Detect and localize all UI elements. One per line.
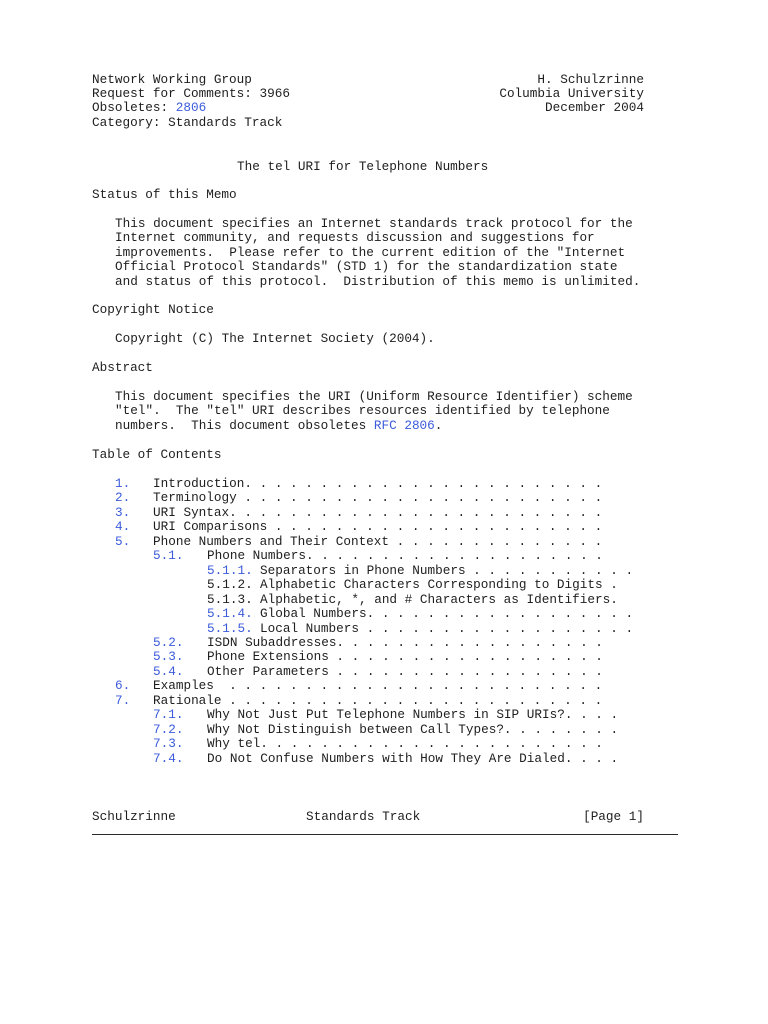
- toc-title: Alphabetic Characters Corresponding to Digits .: [260, 577, 618, 593]
- header-date: December 2004: [545, 100, 644, 115]
- toc-title: Rationale . . . . . . . . . . . . . . . . . . . . . . . . .: [153, 692, 603, 708]
- toc-number[interactable]: 7.3.: [153, 736, 184, 752]
- abstract-line-tail: .: [434, 418, 443, 433]
- toc-number[interactable]: 5.1.: [153, 548, 184, 564]
- toc-number[interactable]: 5.1.1.: [207, 562, 253, 578]
- toc-number[interactable]: 5.3.: [153, 649, 184, 665]
- copyright-heading: Copyright Notice: [92, 302, 214, 317]
- rfc-2806-link[interactable]: RFC 2806: [373, 418, 435, 433]
- status-line: improvements. Please refer to the current edition of the "Internet: [115, 245, 626, 260]
- toc-number[interactable]: 2.: [115, 490, 131, 506]
- header-group: Network Working Group: [92, 72, 252, 87]
- toc-title: Separators in Phone Numbers . . . . . . . . . . .: [260, 562, 634, 578]
- toc-title: Why Not Distinguish between Call Types?. . . . . . . .: [207, 721, 619, 737]
- abstract-line: [115, 419, 442, 433]
- abstract-heading: Abstract: [92, 360, 153, 375]
- toc-title: Other Parameters . . . . . . . . . . . . . . . . . .: [207, 663, 603, 679]
- status-line: This document specifies an Internet standards track protocol for the: [115, 216, 633, 231]
- header-rfc-number: Request for Comments: 3966: [92, 86, 290, 101]
- obsoletes-link[interactable]: 2806: [175, 100, 207, 115]
- toc-title: Do Not Confuse Numbers with How They Are Dialed. . . .: [207, 750, 619, 766]
- toc-title: Introduction. . . . . . . . . . . . . . . . . . . . . . . .: [153, 476, 603, 491]
- toc-title: Why Not Just Put Telephone Numbers in SIP URIs?. . . .: [207, 707, 619, 723]
- copyright-line: Copyright (C) The Internet Society (2004).: [115, 331, 435, 346]
- toc-number[interactable]: 7.1.: [153, 707, 184, 723]
- toc-title: Phone Numbers and Their Context . . . . . . . . . . . . . .: [153, 533, 603, 549]
- toc-title: Alphabetic, *, and # Characters as Identifiers.: [260, 591, 618, 607]
- toc-number[interactable]: 5.1.4.: [207, 606, 253, 622]
- toc-title: Phone Numbers. . . . . . . . . . . . . . . . . . . .: [207, 548, 603, 564]
- toc-number[interactable]: 5.2.: [153, 634, 184, 650]
- status-line: and status of this protocol. Distribution of this memo is unlimited.: [115, 274, 641, 289]
- footer-rule: [92, 834, 678, 835]
- toc-number: 5.1.3.: [207, 591, 253, 607]
- toc-heading: Table of Contents: [92, 447, 222, 462]
- toc-number[interactable]: 5.4.: [153, 663, 184, 679]
- footer-author: Schulzrinne: [92, 809, 176, 824]
- toc-number[interactable]: 6.: [115, 678, 131, 694]
- toc-title: Examples . . . . . . . . . . . . . . . . . . . . . . . . .: [153, 678, 603, 694]
- status-line: Internet community, and requests discussion and suggestions for: [115, 230, 595, 245]
- document-title: The tel URI for Telephone Numbers: [237, 159, 489, 174]
- footer-track: Standards Track: [306, 809, 421, 824]
- status-heading: Status of this Memo: [92, 187, 237, 202]
- toc-title: ISDN Subaddresses. . . . . . . . . . . . . . . . . .: [207, 634, 603, 650]
- abstract-line: "tel". The "tel" URI describes resources identified by telephone: [115, 403, 610, 418]
- toc-title: Phone Extensions . . . . . . . . . . . . . . . . . .: [207, 649, 603, 665]
- toc-title: Terminology . . . . . . . . . . . . . . . . . . . . . . . .: [153, 490, 603, 506]
- header-obsoletes-label: Obsoletes:: [92, 100, 176, 115]
- toc-number[interactable]: 3.: [115, 504, 131, 520]
- header-author: H. Schulzrinne: [537, 72, 644, 87]
- toc-title: Why tel. . . . . . . . . . . . . . . . . . . . . . .: [207, 736, 603, 752]
- toc-number[interactable]: 7.: [115, 692, 131, 708]
- toc-number[interactable]: 5.: [115, 533, 131, 549]
- toc-title: URI Comparisons . . . . . . . . . . . . . . . . . . . . . .: [153, 519, 603, 535]
- header-category: Category: Standards Track: [92, 115, 283, 130]
- footer-page-number: [Page 1]: [583, 809, 644, 824]
- toc-number[interactable]: 4.: [115, 519, 131, 535]
- abstract-line: This document specifies the URI (Uniform Resource Identifier) scheme: [115, 389, 633, 404]
- toc-number[interactable]: 7.4.: [153, 750, 184, 766]
- toc-number: 5.1.2.: [207, 577, 253, 593]
- status-line: Official Protocol Standards" (STD 1) for the standardization state: [115, 259, 618, 274]
- toc-title: Local Numbers . . . . . . . . . . . . . . . . . .: [260, 620, 634, 636]
- header-organization: Columbia University: [499, 86, 644, 101]
- toc-number[interactable]: 5.1.5.: [207, 620, 253, 636]
- toc-title: URI Syntax. . . . . . . . . . . . . . . . . . . . . . . . .: [153, 504, 603, 520]
- header-obsoletes: [92, 101, 206, 115]
- abstract-line-text: numbers. This document obsoletes: [115, 418, 374, 433]
- toc-number[interactable]: 7.2.: [153, 721, 184, 737]
- toc-title: Global Numbers. . . . . . . . . . . . . . . . . .: [260, 606, 634, 622]
- toc-number[interactable]: 1.: [115, 476, 131, 491]
